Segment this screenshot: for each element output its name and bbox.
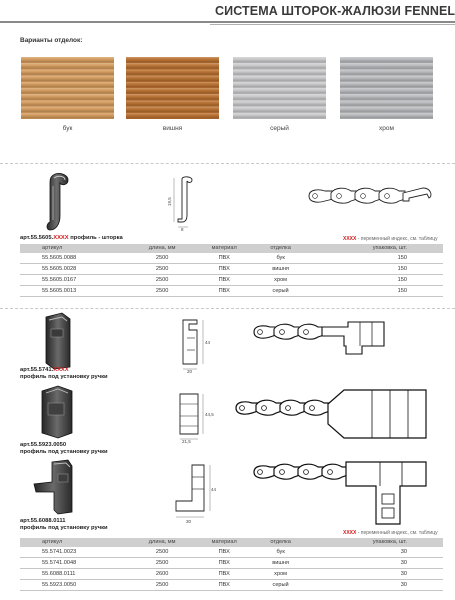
table-cell: ПВХ xyxy=(194,264,255,275)
slat-height-dim: 19,5 xyxy=(167,197,172,206)
handle-spec-table xyxy=(20,538,443,591)
column-header: отделка xyxy=(254,538,306,547)
table-row xyxy=(20,286,443,297)
swatch-caption: бук xyxy=(62,125,73,132)
table-row xyxy=(20,264,443,275)
swatch-beech xyxy=(21,57,114,119)
table-cell: 2500 xyxy=(130,253,194,264)
handle-profile-6088-drawing xyxy=(168,461,218,525)
title-rule-thin xyxy=(210,24,455,25)
swatch-caption: вишня xyxy=(162,125,183,132)
article-prefix: арт.55.6088.0111 xyxy=(20,518,66,524)
table-cell: 55.5605.0167 xyxy=(20,275,130,286)
table-cell: ПВХ xyxy=(194,547,255,558)
table-cell: 30 xyxy=(307,547,443,558)
swatch-caption: серый xyxy=(270,125,289,132)
slat-chain-drawing xyxy=(305,182,435,210)
dim-height: 44,5 xyxy=(205,412,214,417)
table-cell: ПВХ xyxy=(194,569,255,580)
handle-profile-5741-drawing xyxy=(175,316,211,374)
table-cell: ПВХ xyxy=(194,253,255,264)
table-cell: 2500 xyxy=(130,580,194,591)
table-cell: ПВХ xyxy=(194,275,255,286)
table-cell: 150 xyxy=(307,275,443,286)
slat-profile-drawing xyxy=(168,175,208,230)
swatch-grey xyxy=(233,57,326,119)
column-header: артикул xyxy=(20,244,130,253)
table-cell: 30 xyxy=(307,558,443,569)
swatch-caption: хром xyxy=(379,125,394,132)
table-row xyxy=(20,558,443,569)
column-header: длина, мм xyxy=(130,538,194,547)
column-header: материал xyxy=(194,538,255,547)
handle-profile-6088-3d-image xyxy=(30,458,76,516)
table-cell: ПВХ xyxy=(194,558,255,569)
table-cell: хром xyxy=(254,275,306,286)
table-cell: 30 xyxy=(307,569,443,580)
table-cell: вишня xyxy=(254,264,306,275)
profile-5923-caption xyxy=(20,442,108,456)
handle-profile-5923-3d-image xyxy=(38,383,76,441)
table-cell: 2600 xyxy=(130,569,194,580)
table-cell: 55.5741.0048 xyxy=(20,558,130,569)
handle-profile-5923-chain-drawing xyxy=(232,386,432,442)
column-header: упаковка, шт. xyxy=(307,538,443,547)
dim-height: 44 xyxy=(211,487,217,492)
table-cell: 150 xyxy=(307,253,443,264)
table-cell: 55.5605.0028 xyxy=(20,264,130,275)
table-cell: 2500 xyxy=(130,264,194,275)
page-title: СИСТЕМА ШТОРОК-ЖАЛЮЗИ FENNEL xyxy=(215,4,455,18)
profile-5741-caption xyxy=(20,367,108,381)
dim-height: 44 xyxy=(205,340,211,345)
table-row xyxy=(20,275,443,286)
table-cell: 55.5741.0023 xyxy=(20,547,130,558)
handle-profile-6088-chain-drawing xyxy=(250,458,430,528)
section-divider xyxy=(0,163,455,164)
dim-width: 20 xyxy=(187,369,193,374)
handle-profile-5741-chain-drawing xyxy=(250,318,390,360)
table-cell: бук xyxy=(254,253,306,264)
section-divider xyxy=(0,308,455,309)
table-row xyxy=(20,580,443,591)
dim-width: 30 xyxy=(186,519,192,524)
column-header: артикул xyxy=(20,538,130,547)
profile-6088-caption xyxy=(20,518,108,532)
column-header: материал xyxy=(194,244,255,253)
table-cell: ПВХ xyxy=(194,580,255,591)
slat-width-dim: 8 xyxy=(181,227,184,232)
column-header: длина, мм xyxy=(130,244,194,253)
column-header: упаковка, шт. xyxy=(307,244,443,253)
swatch-cherry xyxy=(126,57,219,119)
note-code: XXXX xyxy=(343,236,357,242)
table-cell: 55.6088.0111 xyxy=(20,569,130,580)
article-variable-code: XXXX xyxy=(53,235,69,241)
variable-index-note xyxy=(343,236,438,242)
swatch-chrome xyxy=(340,57,433,119)
table-cell: 2500 xyxy=(130,558,194,569)
article-prefix: арт.55.5741. xyxy=(20,367,54,373)
table-row xyxy=(20,253,443,264)
table-cell: 2500 xyxy=(130,275,194,286)
table-cell: 55.5923.0050 xyxy=(20,580,130,591)
table-cell: 2500 xyxy=(130,286,194,297)
table-cell: 55.5605.0013 xyxy=(20,286,130,297)
slat-profile-3d-image xyxy=(38,172,78,234)
article-description: профиль - шторка xyxy=(68,235,123,241)
handle-profile-5741-3d-image xyxy=(40,311,74,371)
article-description: профиль под установку ручки xyxy=(20,525,108,531)
table-row xyxy=(20,547,443,558)
article-prefix: арт.55.5605. xyxy=(20,235,54,241)
column-header: отделка xyxy=(254,244,306,253)
table-cell: бук xyxy=(254,547,306,558)
article-variable-code: XXXX xyxy=(53,367,69,373)
slat-spec-table xyxy=(20,244,443,297)
table-row xyxy=(20,569,443,580)
article-description: профиль под установку ручки xyxy=(20,449,108,455)
table-cell: 150 xyxy=(307,286,443,297)
note-code: XXXX xyxy=(343,530,357,536)
table-cell: ПВХ xyxy=(194,286,255,297)
dim-width: 21,5 xyxy=(182,439,191,444)
slat-article-caption xyxy=(20,235,123,242)
table-cell: 150 xyxy=(307,264,443,275)
handle-profile-5923-drawing xyxy=(172,392,212,444)
article-prefix: арт.55.5923.0050 xyxy=(20,442,67,448)
finishes-label: Варианты отделок: xyxy=(20,37,83,44)
article-description: профиль под установку ручки xyxy=(20,374,108,380)
table-cell: серый xyxy=(254,580,306,591)
variable-index-note xyxy=(343,530,438,536)
note-text: - переменный индекс, см. таблицу xyxy=(356,530,438,536)
table-cell: 2500 xyxy=(130,547,194,558)
table-cell: хром xyxy=(254,569,306,580)
table-cell: 55.5605.0088 xyxy=(20,253,130,264)
table-cell: серый xyxy=(254,286,306,297)
table-cell: 30 xyxy=(307,580,443,591)
title-rule xyxy=(0,21,455,23)
note-text: - переменный индекс, см. таблицу xyxy=(356,236,438,242)
table-cell: вишня xyxy=(254,558,306,569)
